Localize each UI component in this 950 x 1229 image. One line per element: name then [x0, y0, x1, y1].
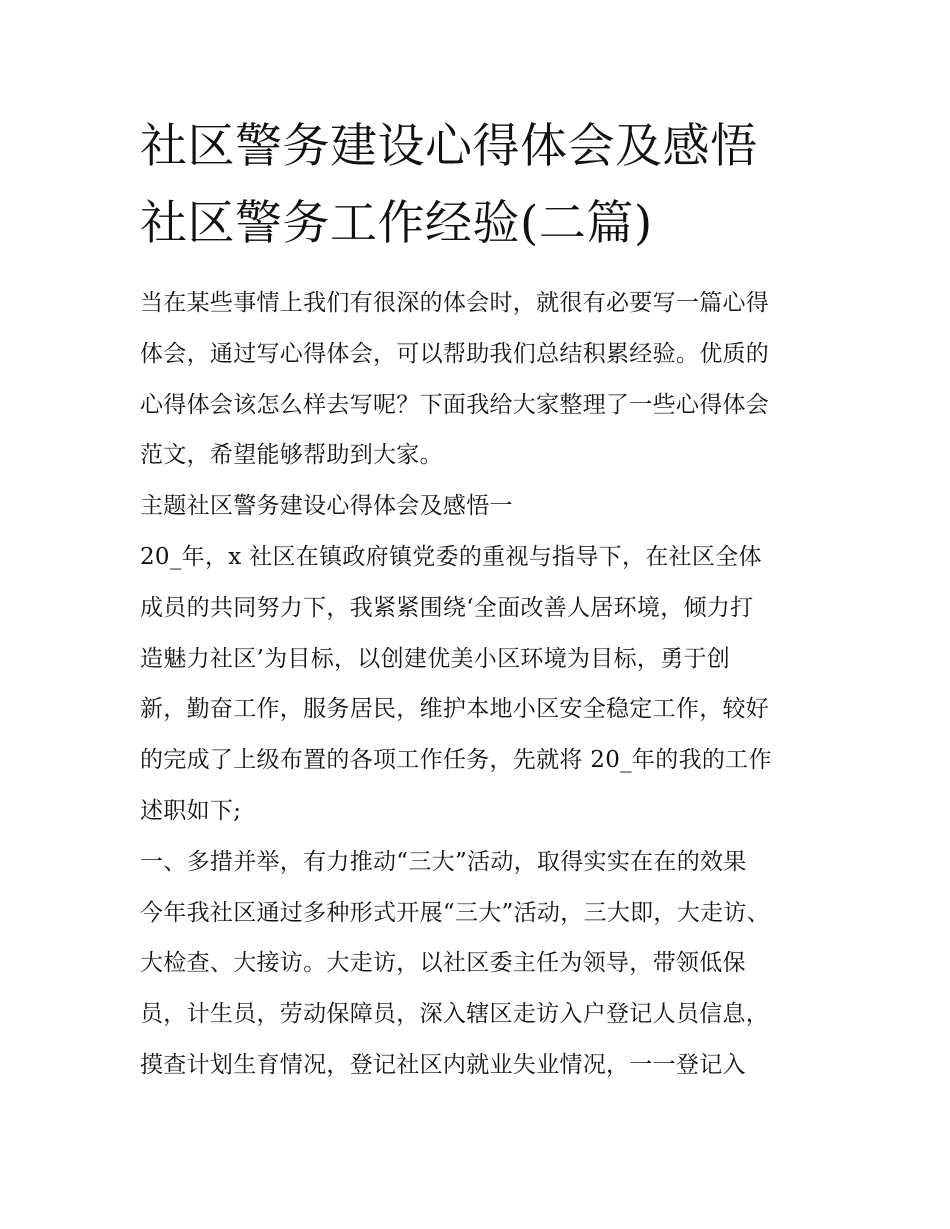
- document-title-line-2: 社区警务工作经验(二篇): [140, 196, 653, 251]
- subsection-heading: 一、多措并举，有力推动“三大”活动，取得实实在在的效果: [140, 848, 747, 875]
- body-line-4: 范文，希望能够帮助到大家。: [140, 442, 443, 469]
- section-heading: 主题社区警务建设心得体会及感悟一: [140, 493, 513, 520]
- body-line-7: 成员的共同努力下，我紧紧围绕‘全面改善人居环境，倾力打: [140, 594, 754, 621]
- body-line-11: 述职如下;: [140, 797, 242, 824]
- document-body: [140, 278, 830, 1091]
- body-line-10: 的完成了上级布置的各项工作任务，先就将 20_年的我的工作: [140, 747, 772, 774]
- body-line-14: 大检查、大接访。大走访，以社区委主任为领导，带领低保: [140, 950, 746, 977]
- body-line-9: 新，勤奋工作，服务居民，维护本地小区安全稳定工作，较好: [140, 696, 770, 723]
- body-line-2: 体会，通过写心得体会，可以帮助我们总结积累经验。优质的: [140, 340, 770, 367]
- body-line-8: 造魅力社区’为目标，以创建优美小区环境为目标，勇于创: [140, 645, 731, 672]
- body-line-3: 心得体会该怎么样去写呢？下面我给大家整理了一些心得体会: [140, 391, 770, 418]
- body-line-6: 20_年，x 社区在镇政府镇党委的重视与指导下，在社区全体: [140, 543, 762, 570]
- body-line-13: 今年我社区通过多种形式开展“三大”活动，三大即，大走访、: [140, 899, 770, 926]
- body-line-1: 当在某些事情上我们有很深的体会时，就很有必要写一篇心得: [140, 290, 770, 316]
- document-title-line-1: 社区警务建设心得体会及感悟: [140, 119, 758, 174]
- body-line-15: 员，计生员，劳动保障员，深入辖区走访入户登记人员信息，: [140, 1001, 770, 1028]
- body-line-16: 摸查计划生育情况，登记社区内就业失业情况，一一登记入: [140, 1051, 746, 1078]
